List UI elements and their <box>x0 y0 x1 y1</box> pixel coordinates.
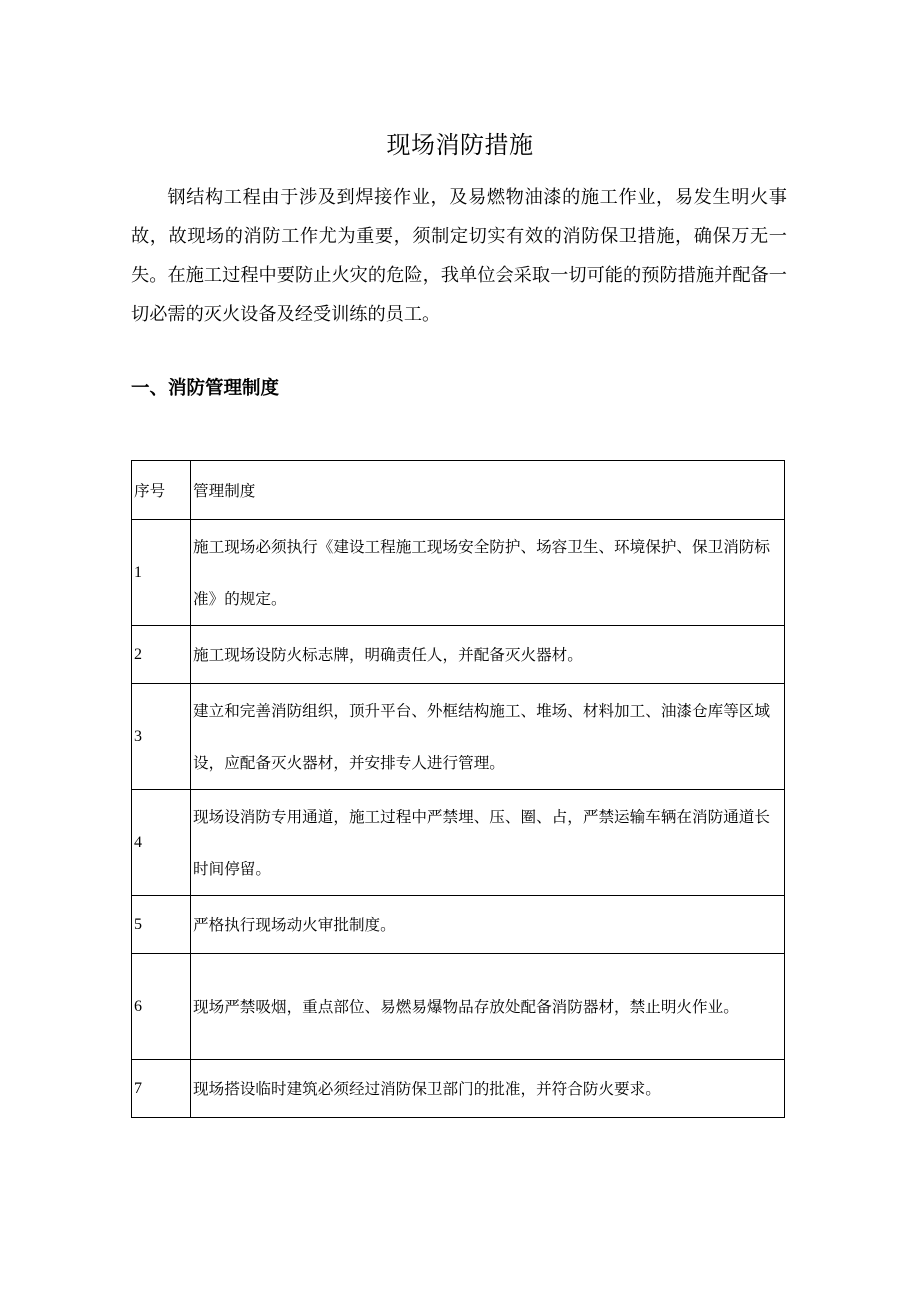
row-number: 5 <box>132 896 191 954</box>
row-number: 7 <box>132 1060 191 1118</box>
table-row <box>132 954 785 1060</box>
row-rule: 现场搭设临时建筑必须经过消防保卫部门的批准，并符合防火要求。 <box>191 1060 785 1118</box>
table-row <box>132 896 785 954</box>
table-row <box>132 684 785 790</box>
row-rule: 现场设消防专用通道，施工过程中严禁埋、压、圈、占，严禁运输车辆在消防通道长时间停留。 <box>191 790 785 896</box>
table-row <box>132 1060 785 1118</box>
table-row <box>132 520 785 626</box>
row-rule: 施工现场设防火标志牌，明确责任人，并配备灭火器材。 <box>191 626 785 684</box>
row-number: 1 <box>132 520 191 626</box>
header-rule: 管理制度 <box>191 461 785 520</box>
section-heading: 一、消防管理制度 <box>131 378 280 399</box>
row-number: 4 <box>132 790 191 896</box>
row-number: 2 <box>132 626 191 684</box>
row-rule: 建立和完善消防组织，顶升平台、外框结构施工、堆场、材料加工、油漆仓库等区域设，应配备灭火器材，并安排专人进行管理。 <box>191 684 785 790</box>
row-rule: 施工现场必须执行《建设工程施工现场安全防护、场容卫生、环境保护、保卫消防标准》的规定。 <box>191 520 785 626</box>
document-title: 现场消防措施 <box>386 131 534 159</box>
header-number: 序号 <box>132 461 191 520</box>
row-rule: 严格执行现场动火审批制度。 <box>191 896 785 954</box>
table-row <box>132 790 785 896</box>
row-rule: 现场严禁吸烟，重点部位、易燃易爆物品存放处配备消防器材，禁止明火作业。 <box>191 954 785 1060</box>
table-header-row <box>132 461 785 520</box>
row-number: 6 <box>132 954 191 1060</box>
fire-management-table <box>131 460 785 1118</box>
table-row <box>132 626 785 684</box>
row-number: 3 <box>132 684 191 790</box>
intro-paragraph: 钢结构工程由于涉及到焊接作业，及易燃物油漆的施工作业，易发生明火事故，故现场的消防工作尤为重要，须制定切实有效的消防保卫措施，确保万无一失。在施工过程中要防止火灾的危险，我单位会采取一切可能的预防措施并配备一切必需的灭火设备及经受训练的员工。 <box>131 187 787 325</box>
